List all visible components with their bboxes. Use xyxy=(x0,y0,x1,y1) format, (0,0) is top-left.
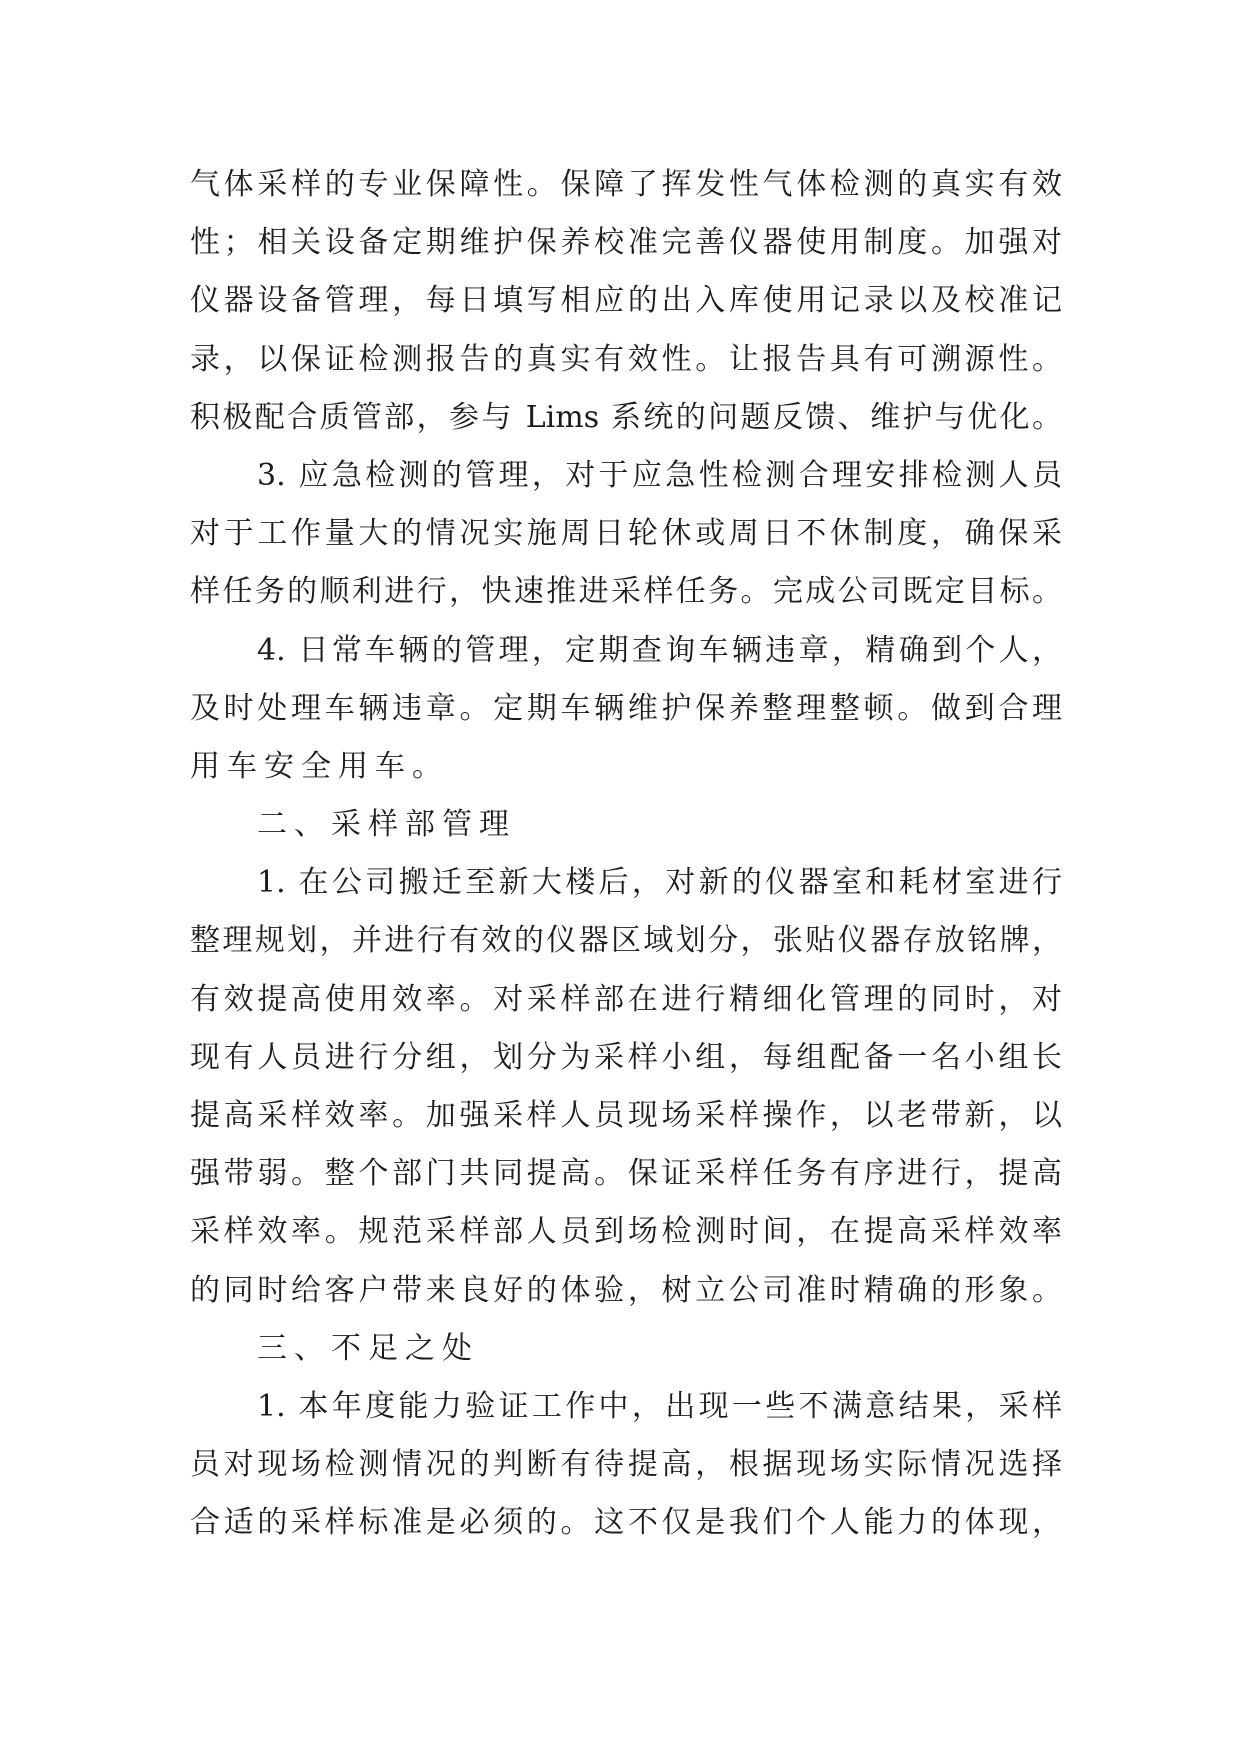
body-line: 积极配合质管部，参与 Lims 系统的问题反馈、维护与优化。 xyxy=(190,399,1062,435)
body-line: 强带弱。整个部门共同提高。保证采样任务有序进行，提高 xyxy=(190,1156,1062,1192)
body-line: 提高采样效率。加强采样人员现场采样操作，以老带新，以 xyxy=(190,1098,1062,1133)
section-heading-sampling: 二、采样部管理 xyxy=(257,807,516,843)
item-1-line: 1. 本年度能力验证工作中，出现一些不满意结果，采样 xyxy=(257,1388,1062,1424)
body-line: 有效提高使用效率。对采样部在进行精细化管理的同时，对 xyxy=(190,981,1062,1017)
body-line: 性；相关设备定期维护保养校准完善仪器使用制度。加强对 xyxy=(190,225,1062,261)
item-3-line: 3. 应急检测的管理，对于应急性检测合理安排检测人员 xyxy=(257,457,1062,493)
body-line: 合适的采样标准是必须的。这不仅是我们个人能力的体现， xyxy=(190,1505,1062,1541)
body-line: 仪器设备管理，每日填写相应的出入库使用记录以及校准记 xyxy=(190,283,1062,319)
body-line: 的同时给客户带来良好的体验，树立公司准时精确的形象。 xyxy=(190,1272,1062,1308)
body-line: 样任务的顺利进行，快速推进采样任务。完成公司既定目标。 xyxy=(190,574,1062,610)
section-heading-shortcomings: 三、不足之处 xyxy=(257,1330,479,1366)
body-line: 整理规划，并进行有效的仪器区域划分，张贴仪器存放铭牌， xyxy=(190,923,1062,959)
body-line: 现有人员进行分组，划分为采样小组，每组配备一名小组长 xyxy=(190,1039,1062,1075)
body-line: 对于工作量大的情况实施周日轮休或周日不休制度，确保采 xyxy=(190,516,1062,552)
item-4-line: 4. 日常车辆的管理，定期查询车辆违章，精确到个人， xyxy=(257,632,1062,668)
body-line: 采样效率。规范采样部人员到场检测时间，在提高采样效率 xyxy=(190,1214,1062,1250)
body-line: 及时处理车辆违章。定期车辆维护保养整理整顿。做到合理 xyxy=(190,690,1062,726)
body-line: 录，以保证检测报告的真实有效性。让报告具有可溯源性。 xyxy=(190,341,1062,377)
document-body xyxy=(190,156,1062,1553)
body-line: 员对现场检测情况的判断有待提高，根据现场实际情况选择 xyxy=(190,1447,1062,1483)
item-1-line: 1. 在公司搬迁至新大楼后，对新的仪器室和耗材室进行 xyxy=(257,865,1062,901)
body-line: 用车安全用车。 xyxy=(190,748,449,784)
body-line: 气体采样的专业保障性。保障了挥发性气体检测的真实有效 xyxy=(190,167,1062,202)
